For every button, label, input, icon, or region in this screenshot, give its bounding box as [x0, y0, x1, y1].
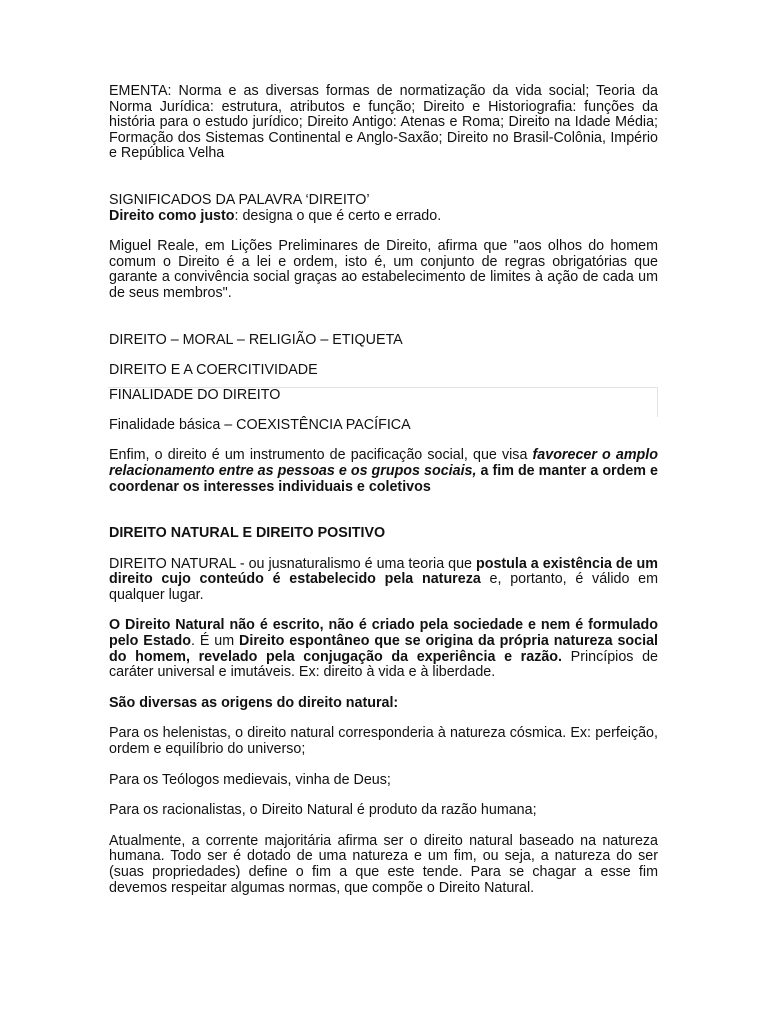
natural-positivo-heading: DIREITO NATURAL E DIREITO POSITIVO	[109, 525, 386, 542]
natural-text-c: e, portanto, é válido em qualquer lugar.	[109, 571, 659, 603]
origem-racionalistas: Para os racionalistas, o Direito Natural é produto da razão humana;	[109, 802, 537, 819]
nao-escrito-emphasis-a: O Direito Natural não é escrito, não é criado pela sociedade e nem é formulado pelo Estado	[109, 617, 658, 650]
enfim-paragraph	[109, 448, 658, 495]
natural-text-a: DIREITO NATURAL - ou jusnaturalismo é uma teoria que	[109, 555, 476, 572]
nao-escrito-text-d: Princípios de caráter universal e imutáveis. Ex: direito à vida e à liberdade.	[109, 648, 658, 681]
origem-atualmente: Atualmente, a corrente majoritária afirma ser o direito natural baseado na natureza humana. Todo ser é dotado de uma natureza e um fim, ou seja, a natureza do ser (suas propriedades) define o fim a que este tende. Para se chagar a esse fim devemos respeitar algumas normas, que compõe o Direito Natural.	[109, 832, 658, 896]
nao-escrito-paragraph	[109, 618, 658, 680]
origem-helenistas: Para os helenistas, o direito natural corresponderia à natureza cósmica. Ex: perfeição, ordem e equilíbrio do universo;	[109, 725, 658, 758]
moral-heading: DIREITO – MORAL – RELIGIÃO – ETIQUETA	[109, 331, 403, 348]
direito-natural-paragraph	[109, 557, 658, 604]
enfim-text-a: Enfim, o direito é um instrumento de pacificação social, que visa	[109, 447, 533, 464]
coercitividade-heading: DIREITO E A COERCITIVIDADE	[109, 362, 318, 379]
origem-teologos: Para os Teólogos medievais, vinha de Deus;	[109, 771, 391, 788]
ementa-paragraph: EMENTA: Norma e as diversas formas de normatização da vida social; Teoria da Norma Jurídica: estrutura, atributos e função; Direito e Historiografia: funções da história para o estudo jurídico; Direito Antigo: Atenas e Roma; Direito na Idade Média; Formação dos Sistemas Continental e Anglo-Saxão; Direito no Brasil-Colônia, Império e República Velha	[109, 83, 658, 162]
direito-justo-paragraph	[109, 209, 658, 225]
direito-justo-term: Direito como justo	[109, 207, 235, 224]
natural-emphasis: postula a existência de um direito cujo conteúdo é estabelecido pela natureza	[109, 555, 658, 588]
nao-escrito-emphasis-c: Direito espontâneo que se origina da própria natureza social do homem, revelado pela conjugação da experiência e razão.	[109, 633, 658, 665]
significados-heading: SIGNIFICADOS DA PALAVRA ‘DIREITO’	[109, 191, 370, 208]
reale-paragraph: Miguel Reale, em Lições Preliminares de Direito, afirma que "aos olhos do homem comum o Direito é a lei e ordem, isto é, um conjunto de regras obrigatórias que garante a convivência social graças ao estabelecimento de limites à ação de cada um de seus membros".	[109, 238, 658, 301]
direito-justo-definition: : designa o que é certo e errado.	[234, 207, 442, 224]
finalidade-box	[108, 387, 658, 417]
nao-escrito-text-b: . É um	[190, 633, 240, 650]
enfim-emphasis: favorecer o amplo relacionamento entre as pessoas e os grupos sociais,	[109, 447, 658, 479]
finalidade-heading: FINALIDADE DO DIREITO	[109, 386, 281, 403]
enfim-text-c: a fim de manter a ordem e coordenar os interesses individuais e coletivos	[109, 462, 658, 495]
origens-heading: São diversas as origens do direito natural:	[109, 694, 399, 711]
finalidade-basica-line: Finalidade básica – COEXISTÊNCIA PACÍFICA	[109, 416, 411, 433]
document-body	[109, 84, 658, 896]
